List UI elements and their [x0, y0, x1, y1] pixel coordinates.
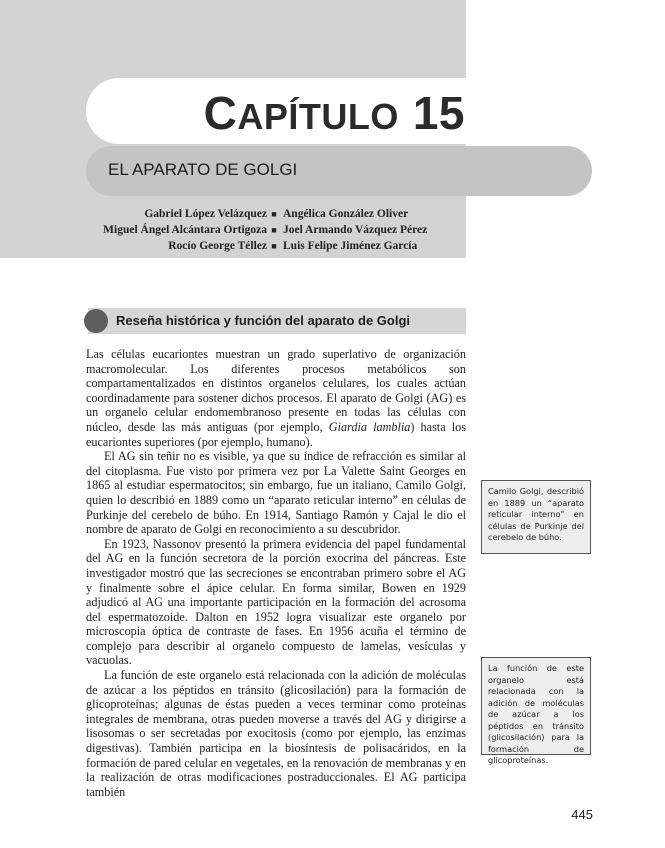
paragraph-2: El AG sin teñir no es visible, ya que su índice de refracción es similar al del citoplasma. Fue visto por primera vez por La Valette Saint Georges en 1865 al estudiar espermatocitos; sin embargo, fue un italiano, Camilo Golgi, quien lo describió en 1889 como un “aparato reticular interno” en células de Purkinje del cerebelo de búho. En 1914, Santiago Ramón y Cajal le dio el nombre de aparato de Golgi en reconocimiento a su descubridor. [86, 449, 466, 537]
paragraph-1 [86, 347, 466, 449]
author-name: Rocío George Téllez [168, 240, 267, 252]
author-name: Gabriel López Velázquez [144, 208, 267, 220]
author-name: Miguel Ángel Alcántara Ortigoza [103, 224, 267, 236]
species-name: Giardia lamblia [328, 419, 411, 434]
paragraph-4: La función de este organelo está relacionada con la adición de moléculas de azúcar a los péptidos en tránsito (glicosilación) para la formación de glicoproteínas; algunas de éstas pueden a veces terminar como proteínas integrales de membrana, otras pueden moverse a través del AG y dirigirse a lisosomas o ser secretadas por exocitosis (como por ejemplo, las enzimas digestivas). También participa en la biosíntesis de polisacáridos, en la formación de pared celular en vegetales, en la renovación de membranas y en la realización de otras modificaciones postraduccionales. El AG participa también [86, 668, 466, 799]
author-separators [269, 206, 279, 254]
chapter-number: 15 [412, 87, 465, 139]
chapter-title-initial: C [203, 87, 238, 139]
margin-note-golgi: Camilo Golgi, describió en 1889 un “aparato reticular interno” en células de Purkinje del cerebelo de búho. [481, 480, 591, 554]
margin-note-function: La función de este organelo está relacionada con la adición de moléculas de azúcar a los péptidos en tránsito (glicosilación) para la formación de glicoproteínas. [481, 657, 591, 755]
author-name: Luis Felipe Jiménez García [283, 240, 418, 252]
paragraph-1-text-a: Las células eucariontes muestran un grado superlativo de organización macromolecular. Los diferentes procesos metabólicos son compartamentalizados en distintos organelos celulares, los cuales actúan coordinadamente para sostener dichos procesos. El aparato de Golgi (AG) es un organelo celular endomembranoso presente en todas las células con núcleo, desde las más antiguas (por ejemplo, [86, 347, 466, 434]
authors-left-column [103, 206, 267, 254]
section-title: EL APARATO DE GOLGI [108, 160, 298, 179]
page-number: 445 [571, 807, 593, 822]
paragraph-3: En 1923, Nassonov presentó la primera evidencia del papel fundamental del AG en la función secretora de la porción exocrina del páncreas. Este investigador mostró que las secreciones se encontraban primero sobre el AG y finalmente sobre el ápice celular. En forma similar, Bowen en 1929 adjudicó al AG una importante participación en la formación del acrosoma del espermatozoide. Dalton en 1952 logra visualizar este organelo por microscopia óptica de contraste de fases. En 1956 acuña el término de complejo para describir al organelo compuesto de lamelas, vesículas y vacuolas. [86, 536, 466, 668]
subsection-heading: Reseña histórica y función del aparato de Golgi [116, 313, 411, 328]
author-name: Angélica González Oliver [283, 208, 409, 220]
paragraph-1-text-b: ) hasta los eucariontes superiores (por ejemplo, humano). [86, 419, 466, 449]
subsection-bullet-icon [84, 309, 108, 333]
separator-square-icon: ■ [271, 241, 277, 251]
authors-right-column [283, 206, 427, 254]
chapter-title [204, 86, 465, 140]
chapter-title-word: APÍTULO [237, 96, 399, 137]
separator-square-icon: ■ [271, 209, 277, 219]
separator-square-icon: ■ [271, 225, 277, 235]
body-text [86, 347, 466, 799]
author-name: Joel Armando Vázquez Pérez [283, 224, 428, 236]
